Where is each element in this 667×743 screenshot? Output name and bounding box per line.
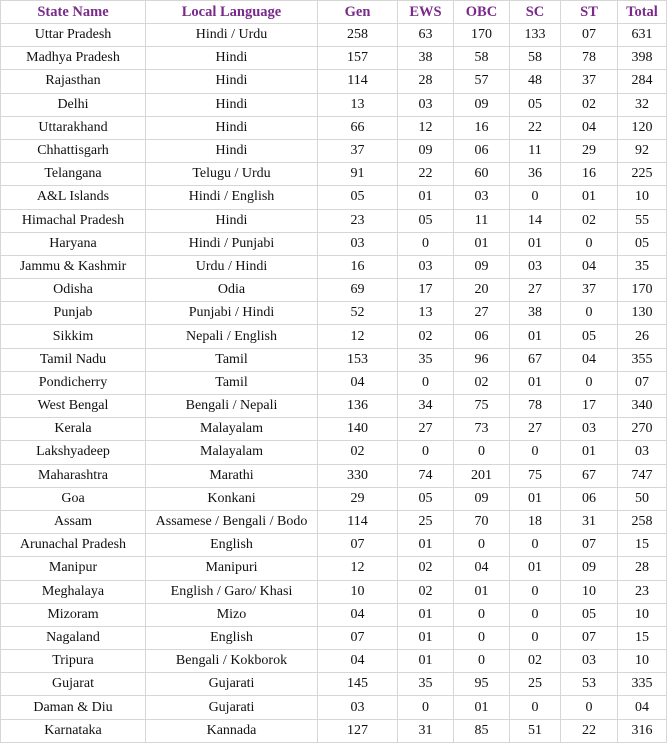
cell-total: 32 — [618, 93, 667, 116]
cell-state-name: Arunachal Pradesh — [1, 534, 146, 557]
cell-state-name: Maharashtra — [1, 464, 146, 487]
cell-total: 10 — [618, 603, 667, 626]
cell-gen: 03 — [318, 232, 398, 255]
cell-ews: 02 — [398, 325, 454, 348]
table-row — [1, 209, 667, 232]
cell-state-name: Tamil Nadu — [1, 348, 146, 371]
cell-obc: 01 — [454, 696, 510, 719]
cell-gen: 140 — [318, 418, 398, 441]
cell-state-name: Daman & Diu — [1, 696, 146, 719]
cell-total: 04 — [618, 696, 667, 719]
cell-obc: 96 — [454, 348, 510, 371]
cell-gen: 114 — [318, 70, 398, 93]
cell-total: 10 — [618, 186, 667, 209]
header-row — [1, 1, 667, 24]
cell-state-name: Nagaland — [1, 626, 146, 649]
cell-total: 26 — [618, 325, 667, 348]
cell-sc: 133 — [510, 24, 561, 47]
cell-gen: 52 — [318, 302, 398, 325]
cell-total: 631 — [618, 24, 667, 47]
cell-st: 31 — [561, 510, 618, 533]
cell-sc: 01 — [510, 557, 561, 580]
table-row — [1, 255, 667, 278]
cell-state-name: Kerala — [1, 418, 146, 441]
cell-st: 29 — [561, 139, 618, 162]
cell-obc: 57 — [454, 70, 510, 93]
cell-sc: 05 — [510, 93, 561, 116]
cell-st: 16 — [561, 163, 618, 186]
cell-sc: 18 — [510, 510, 561, 533]
cell-sc: 11 — [510, 139, 561, 162]
cell-sc: 75 — [510, 464, 561, 487]
cell-local-language: Gujarati — [146, 696, 318, 719]
table-body — [1, 24, 667, 743]
cell-obc: 58 — [454, 47, 510, 70]
cell-st: 05 — [561, 325, 618, 348]
cell-obc: 0 — [454, 441, 510, 464]
cell-ews: 35 — [398, 673, 454, 696]
cell-sc: 0 — [510, 441, 561, 464]
cell-local-language: Nepali / English — [146, 325, 318, 348]
cell-gen: 16 — [318, 255, 398, 278]
cell-gen: 91 — [318, 163, 398, 186]
cell-ews: 25 — [398, 510, 454, 533]
cell-total: 747 — [618, 464, 667, 487]
cell-gen: 10 — [318, 580, 398, 603]
table-row — [1, 673, 667, 696]
cell-st: 03 — [561, 650, 618, 673]
table-header — [1, 1, 667, 24]
column-header-sc: SC — [510, 1, 561, 24]
cell-sc: 02 — [510, 650, 561, 673]
cell-state-name: Telangana — [1, 163, 146, 186]
cell-sc: 01 — [510, 371, 561, 394]
cell-obc: 27 — [454, 302, 510, 325]
cell-sc: 01 — [510, 487, 561, 510]
cell-total: 120 — [618, 116, 667, 139]
cell-ews: 0 — [398, 696, 454, 719]
cell-ews: 01 — [398, 626, 454, 649]
cell-total: 35 — [618, 255, 667, 278]
cell-total: 15 — [618, 626, 667, 649]
cell-local-language: English — [146, 534, 318, 557]
cell-total: 07 — [618, 371, 667, 394]
cell-ews: 74 — [398, 464, 454, 487]
cell-obc: 60 — [454, 163, 510, 186]
cell-gen: 127 — [318, 719, 398, 742]
cell-local-language: English — [146, 626, 318, 649]
cell-gen: 66 — [318, 116, 398, 139]
cell-obc: 16 — [454, 116, 510, 139]
cell-gen: 69 — [318, 279, 398, 302]
cell-st: 0 — [561, 302, 618, 325]
cell-obc: 75 — [454, 395, 510, 418]
cell-st: 09 — [561, 557, 618, 580]
cell-state-name: Manipur — [1, 557, 146, 580]
cell-ews: 01 — [398, 186, 454, 209]
cell-obc: 09 — [454, 487, 510, 510]
cell-ews: 09 — [398, 139, 454, 162]
cell-total: 28 — [618, 557, 667, 580]
cell-local-language: Hindi / Punjabi — [146, 232, 318, 255]
cell-st: 04 — [561, 348, 618, 371]
cell-st: 0 — [561, 232, 618, 255]
cell-obc: 03 — [454, 186, 510, 209]
table-row — [1, 302, 667, 325]
cell-total: 23 — [618, 580, 667, 603]
column-header-total: Total — [618, 1, 667, 24]
cell-local-language: Tamil — [146, 348, 318, 371]
cell-local-language: Hindi — [146, 93, 318, 116]
cell-ews: 01 — [398, 534, 454, 557]
cell-ews: 22 — [398, 163, 454, 186]
table-row — [1, 557, 667, 580]
cell-gen: 03 — [318, 696, 398, 719]
table-row — [1, 510, 667, 533]
cell-total: 55 — [618, 209, 667, 232]
cell-sc: 0 — [510, 696, 561, 719]
cell-sc: 58 — [510, 47, 561, 70]
cell-total: 270 — [618, 418, 667, 441]
cell-st: 06 — [561, 487, 618, 510]
cell-total: 03 — [618, 441, 667, 464]
cell-state-name: Delhi — [1, 93, 146, 116]
cell-ews: 05 — [398, 209, 454, 232]
cell-st: 04 — [561, 116, 618, 139]
cell-state-name: Jammu & Kashmir — [1, 255, 146, 278]
cell-st: 37 — [561, 279, 618, 302]
cell-st: 03 — [561, 418, 618, 441]
cell-local-language: Punjabi / Hindi — [146, 302, 318, 325]
cell-obc: 201 — [454, 464, 510, 487]
cell-ews: 35 — [398, 348, 454, 371]
cell-local-language: Malayalam — [146, 441, 318, 464]
cell-obc: 170 — [454, 24, 510, 47]
cell-sc: 67 — [510, 348, 561, 371]
cell-total: 398 — [618, 47, 667, 70]
table-row — [1, 580, 667, 603]
cell-local-language: Manipuri — [146, 557, 318, 580]
cell-ews: 05 — [398, 487, 454, 510]
cell-st: 01 — [561, 441, 618, 464]
cell-gen: 23 — [318, 209, 398, 232]
cell-gen: 153 — [318, 348, 398, 371]
cell-gen: 29 — [318, 487, 398, 510]
column-header-ews: EWS — [398, 1, 454, 24]
cell-st: 53 — [561, 673, 618, 696]
cell-local-language: Bengali / Kokborok — [146, 650, 318, 673]
cell-gen: 13 — [318, 93, 398, 116]
cell-local-language: Hindi — [146, 47, 318, 70]
table-row — [1, 418, 667, 441]
cell-obc: 85 — [454, 719, 510, 742]
cell-obc: 70 — [454, 510, 510, 533]
table-row — [1, 163, 667, 186]
table-row — [1, 719, 667, 742]
cell-ews: 38 — [398, 47, 454, 70]
cell-obc: 04 — [454, 557, 510, 580]
cell-sc: 0 — [510, 626, 561, 649]
cell-local-language: Odia — [146, 279, 318, 302]
cell-state-name: Punjab — [1, 302, 146, 325]
table-row — [1, 603, 667, 626]
cell-total: 15 — [618, 534, 667, 557]
cell-st: 04 — [561, 255, 618, 278]
cell-local-language: Marathi — [146, 464, 318, 487]
cell-state-name: Tripura — [1, 650, 146, 673]
cell-local-language: Hindi — [146, 116, 318, 139]
cell-st: 02 — [561, 209, 618, 232]
cell-obc: 0 — [454, 650, 510, 673]
cell-gen: 145 — [318, 673, 398, 696]
cell-sc: 22 — [510, 116, 561, 139]
cell-st: 07 — [561, 626, 618, 649]
cell-st: 07 — [561, 534, 618, 557]
cell-gen: 12 — [318, 325, 398, 348]
cell-state-name: Lakshyadeep — [1, 441, 146, 464]
table-row — [1, 464, 667, 487]
cell-state-name: A&L Islands — [1, 186, 146, 209]
cell-ews: 17 — [398, 279, 454, 302]
cell-st: 02 — [561, 93, 618, 116]
cell-ews: 01 — [398, 603, 454, 626]
cell-ews: 0 — [398, 232, 454, 255]
table-row — [1, 279, 667, 302]
cell-gen: 157 — [318, 47, 398, 70]
table-row — [1, 348, 667, 371]
cell-state-name: Haryana — [1, 232, 146, 255]
cell-local-language: Malayalam — [146, 418, 318, 441]
cell-st: 0 — [561, 696, 618, 719]
cell-sc: 48 — [510, 70, 561, 93]
cell-sc: 51 — [510, 719, 561, 742]
cell-local-language: Hindi — [146, 209, 318, 232]
cell-obc: 0 — [454, 626, 510, 649]
cell-state-name: West Bengal — [1, 395, 146, 418]
cell-ews: 03 — [398, 93, 454, 116]
cell-st: 10 — [561, 580, 618, 603]
cell-st: 0 — [561, 371, 618, 394]
cell-gen: 258 — [318, 24, 398, 47]
column-header-st: ST — [561, 1, 618, 24]
cell-gen: 136 — [318, 395, 398, 418]
cell-state-name: Goa — [1, 487, 146, 510]
cell-ews: 02 — [398, 580, 454, 603]
cell-obc: 09 — [454, 93, 510, 116]
table-row — [1, 441, 667, 464]
cell-ews: 02 — [398, 557, 454, 580]
table-row — [1, 626, 667, 649]
cell-sc: 27 — [510, 418, 561, 441]
cell-sc: 27 — [510, 279, 561, 302]
cell-sc: 0 — [510, 534, 561, 557]
cell-total: 316 — [618, 719, 667, 742]
cell-total: 284 — [618, 70, 667, 93]
cell-total: 355 — [618, 348, 667, 371]
cell-sc: 01 — [510, 232, 561, 255]
cell-gen: 330 — [318, 464, 398, 487]
cell-state-name: Uttar Pradesh — [1, 24, 146, 47]
cell-obc: 0 — [454, 534, 510, 557]
cell-gen: 07 — [318, 626, 398, 649]
table-row — [1, 487, 667, 510]
cell-st: 37 — [561, 70, 618, 93]
cell-local-language: Gujarati — [146, 673, 318, 696]
cell-obc: 06 — [454, 139, 510, 162]
cell-total: 340 — [618, 395, 667, 418]
cell-ews: 28 — [398, 70, 454, 93]
table-row — [1, 47, 667, 70]
cell-gen: 05 — [318, 186, 398, 209]
cell-st: 22 — [561, 719, 618, 742]
cell-st: 01 — [561, 186, 618, 209]
cell-obc: 73 — [454, 418, 510, 441]
cell-local-language: Mizo — [146, 603, 318, 626]
table-row — [1, 116, 667, 139]
table-row — [1, 696, 667, 719]
cell-sc: 38 — [510, 302, 561, 325]
cell-ews: 13 — [398, 302, 454, 325]
cell-st: 17 — [561, 395, 618, 418]
cell-local-language: Konkani — [146, 487, 318, 510]
column-header-obc: OBC — [454, 1, 510, 24]
cell-sc: 14 — [510, 209, 561, 232]
cell-local-language: Kannada — [146, 719, 318, 742]
cell-sc: 03 — [510, 255, 561, 278]
cell-obc: 20 — [454, 279, 510, 302]
cell-ews: 63 — [398, 24, 454, 47]
cell-ews: 34 — [398, 395, 454, 418]
cell-local-language: Tamil — [146, 371, 318, 394]
cell-state-name: Himachal Pradesh — [1, 209, 146, 232]
cell-st: 67 — [561, 464, 618, 487]
table-row — [1, 395, 667, 418]
cell-local-language: Hindi / English — [146, 186, 318, 209]
cell-ews: 03 — [398, 255, 454, 278]
cell-ews: 31 — [398, 719, 454, 742]
cell-local-language: Bengali / Nepali — [146, 395, 318, 418]
cell-state-name: Chhattisgarh — [1, 139, 146, 162]
table-row — [1, 70, 667, 93]
cell-state-name: Rajasthan — [1, 70, 146, 93]
cell-local-language: Urdu / Hindi — [146, 255, 318, 278]
cell-total: 10 — [618, 650, 667, 673]
table-row — [1, 93, 667, 116]
cell-total: 50 — [618, 487, 667, 510]
table-row — [1, 325, 667, 348]
cell-total: 170 — [618, 279, 667, 302]
cell-ews: 12 — [398, 116, 454, 139]
cell-obc: 06 — [454, 325, 510, 348]
cell-total: 130 — [618, 302, 667, 325]
cell-sc: 78 — [510, 395, 561, 418]
cell-local-language: English / Garo/ Khasi — [146, 580, 318, 603]
cell-state-name: Meghalaya — [1, 580, 146, 603]
cell-state-name: Karnataka — [1, 719, 146, 742]
table-row — [1, 24, 667, 47]
cell-gen: 04 — [318, 603, 398, 626]
cell-obc: 02 — [454, 371, 510, 394]
cell-st: 78 — [561, 47, 618, 70]
cell-total: 225 — [618, 163, 667, 186]
cell-local-language: Telugu / Urdu — [146, 163, 318, 186]
cell-total: 92 — [618, 139, 667, 162]
cell-state-name: Assam — [1, 510, 146, 533]
cell-sc: 01 — [510, 325, 561, 348]
cell-total: 05 — [618, 232, 667, 255]
cell-local-language: Hindi — [146, 139, 318, 162]
cell-st: 07 — [561, 24, 618, 47]
cell-sc: 0 — [510, 186, 561, 209]
cell-local-language: Hindi — [146, 70, 318, 93]
cell-sc: 25 — [510, 673, 561, 696]
cell-state-name: Gujarat — [1, 673, 146, 696]
column-header-local-language: Local Language — [146, 1, 318, 24]
cell-state-name: Mizoram — [1, 603, 146, 626]
cell-ews: 0 — [398, 371, 454, 394]
cell-obc: 01 — [454, 232, 510, 255]
cell-state-name: Odisha — [1, 279, 146, 302]
cell-gen: 04 — [318, 371, 398, 394]
cell-state-name: Uttarakhand — [1, 116, 146, 139]
cell-ews: 0 — [398, 441, 454, 464]
cell-ews: 01 — [398, 650, 454, 673]
cell-total: 335 — [618, 673, 667, 696]
cell-gen: 37 — [318, 139, 398, 162]
table-row — [1, 650, 667, 673]
column-header-state-name: State Name — [1, 1, 146, 24]
cell-obc: 0 — [454, 603, 510, 626]
cell-state-name: Madhya Pradesh — [1, 47, 146, 70]
table-row — [1, 232, 667, 255]
cell-obc: 11 — [454, 209, 510, 232]
cell-st: 05 — [561, 603, 618, 626]
cell-gen: 02 — [318, 441, 398, 464]
column-header-gen: Gen — [318, 1, 398, 24]
table-row — [1, 371, 667, 394]
cell-sc: 36 — [510, 163, 561, 186]
table-row — [1, 186, 667, 209]
table-row — [1, 139, 667, 162]
cell-obc: 09 — [454, 255, 510, 278]
cell-state-name: Pondicherry — [1, 371, 146, 394]
cell-sc: 0 — [510, 580, 561, 603]
cell-obc: 95 — [454, 673, 510, 696]
cell-gen: 04 — [318, 650, 398, 673]
cell-gen: 07 — [318, 534, 398, 557]
table-row — [1, 534, 667, 557]
cell-gen: 12 — [318, 557, 398, 580]
cell-state-name: Sikkim — [1, 325, 146, 348]
cell-total: 258 — [618, 510, 667, 533]
cell-sc: 0 — [510, 603, 561, 626]
cell-gen: 114 — [318, 510, 398, 533]
cell-ews: 27 — [398, 418, 454, 441]
cell-obc: 01 — [454, 580, 510, 603]
cell-local-language: Assamese / Bengali / Bodo — [146, 510, 318, 533]
cell-local-language: Hindi / Urdu — [146, 24, 318, 47]
